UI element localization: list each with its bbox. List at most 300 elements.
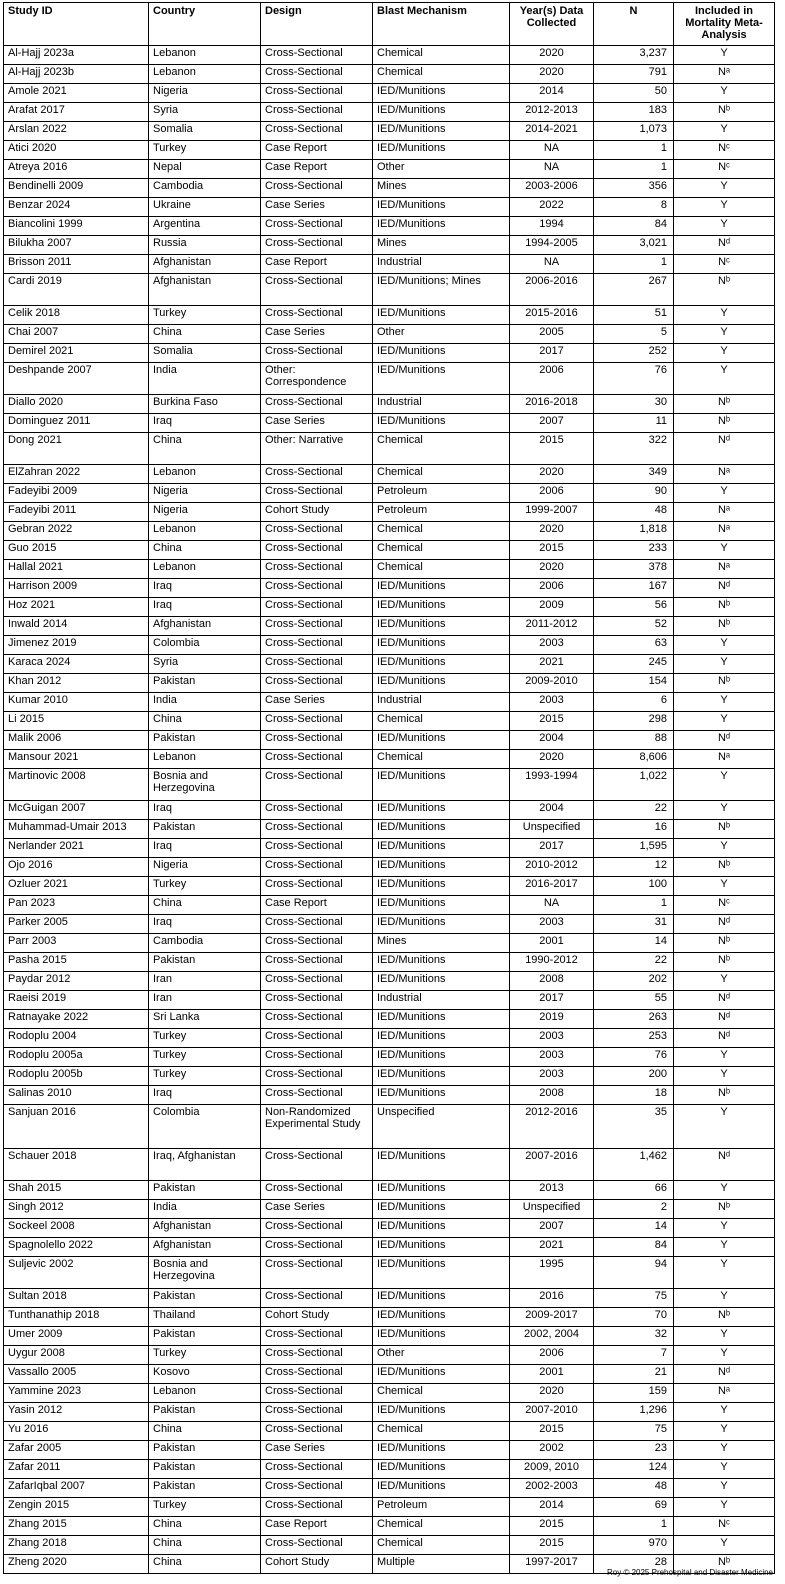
cell-blast-mechanism: IED/Munitions <box>373 598 510 617</box>
cell-blast-mechanism: IED/Munitions <box>373 103 510 122</box>
table-row <box>4 1086 775 1105</box>
cell-n: 233 <box>594 541 674 560</box>
cell-design: Cross-Sectional <box>261 560 373 579</box>
cell-blast-mechanism: IED/Munitions <box>373 1257 510 1289</box>
table-row <box>4 674 775 693</box>
cell-included: Y <box>674 198 775 217</box>
table-row <box>4 839 775 858</box>
cell-country: Afghanistan <box>149 255 261 274</box>
cell-n: 30 <box>594 395 674 414</box>
cell-country: Kosovo <box>149 1365 261 1384</box>
cell-country: Russia <box>149 236 261 255</box>
cell-study-id: Khan 2012 <box>4 674 149 693</box>
cell-design: Cross-Sectional <box>261 877 373 896</box>
cell-study-id: Dong 2021 <box>4 433 149 465</box>
cell-study-id: Cardi 2019 <box>4 274 149 306</box>
cell-blast-mechanism: IED/Munitions <box>373 1327 510 1346</box>
cell-n: 14 <box>594 934 674 953</box>
cell-n: 6 <box>594 693 674 712</box>
table-row <box>4 1327 775 1346</box>
cell-years: 2010-2012 <box>510 858 594 877</box>
cell-study-id: Fadeyibi 2011 <box>4 503 149 522</box>
cell-country: China <box>149 896 261 915</box>
cell-years: 2006-2016 <box>510 274 594 306</box>
cell-years: 2003-2006 <box>510 179 594 198</box>
cell-study-id: Yu 2016 <box>4 1422 149 1441</box>
cell-included: Y <box>674 693 775 712</box>
cell-country: Syria <box>149 655 261 674</box>
cell-included: Y <box>674 306 775 325</box>
cell-study-id: Nerlander 2021 <box>4 839 149 858</box>
cell-blast-mechanism: Chemical <box>373 522 510 541</box>
table-row <box>4 141 775 160</box>
cell-design: Cross-Sectional <box>261 122 373 141</box>
cell-blast-mechanism: Industrial <box>373 991 510 1010</box>
cell-country: Pakistan <box>149 1289 261 1308</box>
cell-years: Unspecified <box>510 820 594 839</box>
cell-blast-mechanism: Chemical <box>373 46 510 65</box>
cell-years: 2007 <box>510 414 594 433</box>
header-years: Year(s) Data Collected <box>510 3 594 46</box>
cell-years: 2021 <box>510 1238 594 1257</box>
table-row <box>4 991 775 1010</box>
cell-blast-mechanism: Chemical <box>373 1536 510 1555</box>
table-row <box>4 820 775 839</box>
cell-years: 2020 <box>510 522 594 541</box>
cell-country: Lebanon <box>149 750 261 769</box>
cell-study-id: Sultan 2018 <box>4 1289 149 1308</box>
cell-study-id: McGuigan 2007 <box>4 801 149 820</box>
cell-n: 22 <box>594 801 674 820</box>
cell-blast-mechanism: Petroleum <box>373 503 510 522</box>
cell-years: 2007-2016 <box>510 1149 594 1181</box>
cell-design: Case Report <box>261 1517 373 1536</box>
cell-country: Colombia <box>149 636 261 655</box>
cell-n: 356 <box>594 179 674 198</box>
cell-blast-mechanism: IED/Munitions <box>373 1048 510 1067</box>
cell-country: Lebanon <box>149 465 261 484</box>
table-row <box>4 1105 775 1149</box>
cell-study-id: Arafat 2017 <box>4 103 149 122</box>
cell-years: 2017 <box>510 991 594 1010</box>
cell-n: 1,462 <box>594 1149 674 1181</box>
cell-country: Somalia <box>149 122 261 141</box>
cell-blast-mechanism: IED/Munitions <box>373 1181 510 1200</box>
cell-country: China <box>149 1517 261 1536</box>
cell-study-id: Al-Hajj 2023b <box>4 65 149 84</box>
table-row <box>4 1219 775 1238</box>
cell-design: Cross-Sectional <box>261 750 373 769</box>
table-row <box>4 1517 775 1536</box>
cell-years: 1994-2005 <box>510 236 594 255</box>
cell-design: Case Series <box>261 693 373 712</box>
cell-n: 100 <box>594 877 674 896</box>
cell-years: 2009 <box>510 598 594 617</box>
cell-study-id: Tunthanathip 2018 <box>4 1308 149 1327</box>
cell-years: 2011-2012 <box>510 617 594 636</box>
cell-design: Cross-Sectional <box>261 1365 373 1384</box>
table-row <box>4 617 775 636</box>
cell-design: Case Series <box>261 414 373 433</box>
cell-n: 791 <box>594 65 674 84</box>
cell-country: Turkey <box>149 1067 261 1086</box>
cell-blast-mechanism: IED/Munitions <box>373 1238 510 1257</box>
cell-n: 167 <box>594 579 674 598</box>
cell-n: 69 <box>594 1498 674 1517</box>
cell-country: Iraq <box>149 915 261 934</box>
cell-study-id: Muhammad-Umair 2013 <box>4 820 149 839</box>
cell-years: 2017 <box>510 344 594 363</box>
table-row <box>4 395 775 414</box>
cell-study-id: Amole 2021 <box>4 84 149 103</box>
cell-included: Nᶜ <box>674 160 775 179</box>
cell-included: Nᵇ <box>674 395 775 414</box>
cell-design: Cohort Study <box>261 503 373 522</box>
cell-included: Nᶜ <box>674 141 775 160</box>
cell-included: Y <box>674 1289 775 1308</box>
cell-country: Turkey <box>149 306 261 325</box>
cell-included: Nᵃ <box>674 560 775 579</box>
cell-years: 2002, 2004 <box>510 1327 594 1346</box>
cell-years: 2006 <box>510 579 594 598</box>
cell-included: Y <box>674 363 775 395</box>
table-row <box>4 636 775 655</box>
cell-study-id: Brisson 2011 <box>4 255 149 274</box>
cell-country: China <box>149 712 261 731</box>
cell-included: Nᵇ <box>674 674 775 693</box>
cell-design: Cross-Sectional <box>261 274 373 306</box>
cell-n: 55 <box>594 991 674 1010</box>
cell-included: Nᵈ <box>674 731 775 750</box>
cell-years: 2014 <box>510 84 594 103</box>
cell-included: Nᶜ <box>674 255 775 274</box>
cell-design: Cross-Sectional <box>261 1403 373 1422</box>
cell-years: 2017 <box>510 839 594 858</box>
header-blast-mechanism: Blast Mechanism <box>373 3 510 46</box>
table-row <box>4 1181 775 1200</box>
cell-design: Case Series <box>261 325 373 344</box>
cell-design: Cross-Sectional <box>261 953 373 972</box>
cell-n: 12 <box>594 858 674 877</box>
table-row <box>4 522 775 541</box>
cell-included: Y <box>674 325 775 344</box>
cell-country: Iraq <box>149 839 261 858</box>
cell-country: Cambodia <box>149 934 261 953</box>
cell-design: Cross-Sectional <box>261 541 373 560</box>
table-row <box>4 484 775 503</box>
cell-blast-mechanism: Unspecified <box>373 1105 510 1149</box>
cell-design: Cohort Study <box>261 1555 373 1574</box>
cell-country: Nigeria <box>149 858 261 877</box>
cell-years: 2003 <box>510 636 594 655</box>
cell-n: 159 <box>594 1384 674 1403</box>
cell-included: Nᵈ <box>674 915 775 934</box>
cell-included: Y <box>674 344 775 363</box>
cell-years: 2015 <box>510 433 594 465</box>
cell-years: 2015 <box>510 1536 594 1555</box>
cell-study-id: Sockeel 2008 <box>4 1219 149 1238</box>
cell-study-id: Singh 2012 <box>4 1200 149 1219</box>
cell-blast-mechanism: IED/Munitions <box>373 1289 510 1308</box>
table-row <box>4 953 775 972</box>
cell-blast-mechanism: Chemical <box>373 1422 510 1441</box>
cell-included: Nᵇ <box>674 934 775 953</box>
table-row <box>4 179 775 198</box>
cell-included: Y <box>674 801 775 820</box>
table-row <box>4 1200 775 1219</box>
cell-country: Pakistan <box>149 953 261 972</box>
cell-years: 2020 <box>510 46 594 65</box>
cell-n: 1 <box>594 160 674 179</box>
cell-study-id: Martinovic 2008 <box>4 769 149 801</box>
cell-included: Y <box>674 1403 775 1422</box>
cell-included: Y <box>674 1422 775 1441</box>
cell-study-id: Ozluer 2021 <box>4 877 149 896</box>
cell-included: Nᵇ <box>674 617 775 636</box>
cell-blast-mechanism: IED/Munitions <box>373 820 510 839</box>
cell-design: Cross-Sectional <box>261 858 373 877</box>
table-body <box>4 46 775 1574</box>
cell-study-id: Al-Hajj 2023a <box>4 46 149 65</box>
cell-design: Cross-Sectional <box>261 236 373 255</box>
table-row <box>4 1257 775 1289</box>
cell-study-id: Raeisi 2019 <box>4 991 149 1010</box>
cell-years: 2015 <box>510 541 594 560</box>
cell-n: 50 <box>594 84 674 103</box>
cell-included: Nᵇ <box>674 1555 775 1574</box>
cell-years: 2015 <box>510 1517 594 1536</box>
cell-study-id: Celik 2018 <box>4 306 149 325</box>
cell-country: Sri Lanka <box>149 1010 261 1029</box>
cell-included: Nᵃ <box>674 1384 775 1403</box>
cell-included: Nᵇ <box>674 1200 775 1219</box>
cell-years: 2003 <box>510 1067 594 1086</box>
table-row <box>4 1498 775 1517</box>
cell-design: Cross-Sectional <box>261 598 373 617</box>
cell-years: NA <box>510 255 594 274</box>
table-row <box>4 769 775 801</box>
cell-study-id: Diallo 2020 <box>4 395 149 414</box>
cell-country: Iraq <box>149 1086 261 1105</box>
cell-country: Pakistan <box>149 1403 261 1422</box>
cell-design: Cross-Sectional <box>261 731 373 750</box>
cell-study-id: Kumar 2010 <box>4 693 149 712</box>
cell-design: Cross-Sectional <box>261 1238 373 1257</box>
cell-country: Bosnia and Herzegovina <box>149 1257 261 1289</box>
cell-years: 2006 <box>510 1346 594 1365</box>
cell-n: 56 <box>594 598 674 617</box>
cell-included: Y <box>674 877 775 896</box>
cell-blast-mechanism: Chemical <box>373 541 510 560</box>
cell-years: 2016-2017 <box>510 877 594 896</box>
cell-design: Cross-Sectional <box>261 674 373 693</box>
cell-included: Nᵃ <box>674 465 775 484</box>
cell-study-id: Dominguez 2011 <box>4 414 149 433</box>
cell-included: Y <box>674 1238 775 1257</box>
table-row <box>4 1308 775 1327</box>
cell-n: 76 <box>594 1048 674 1067</box>
table-row <box>4 1460 775 1479</box>
cell-n: 88 <box>594 731 674 750</box>
cell-study-id: Shah 2015 <box>4 1181 149 1200</box>
cell-blast-mechanism: IED/Munitions <box>373 655 510 674</box>
cell-country: Turkey <box>149 1029 261 1048</box>
cell-country: Ukraine <box>149 198 261 217</box>
cell-study-id: Hallal 2021 <box>4 560 149 579</box>
cell-country: Somalia <box>149 344 261 363</box>
cell-included: Y <box>674 839 775 858</box>
cell-study-id: Malik 2006 <box>4 731 149 750</box>
cell-included: Nᶜ <box>674 896 775 915</box>
cell-study-id: Vassallo 2005 <box>4 1365 149 1384</box>
cell-country: Iraq, Afghanistan <box>149 1149 261 1181</box>
cell-country: China <box>149 541 261 560</box>
cell-country: Lebanon <box>149 560 261 579</box>
cell-design: Cross-Sectional <box>261 1479 373 1498</box>
table-row <box>4 858 775 877</box>
cell-included: Nᵇ <box>674 274 775 306</box>
cell-country: Iraq <box>149 579 261 598</box>
cell-design: Case Series <box>261 1441 373 1460</box>
table-row <box>4 915 775 934</box>
cell-design: Cross-Sectional <box>261 1181 373 1200</box>
cell-study-id: Demirel 2021 <box>4 344 149 363</box>
cell-n: 1,296 <box>594 1403 674 1422</box>
cell-n: 84 <box>594 217 674 236</box>
cell-years: 2016 <box>510 1289 594 1308</box>
cell-study-id: Deshpande 2007 <box>4 363 149 395</box>
header-country: Country <box>149 3 261 46</box>
table-row <box>4 1422 775 1441</box>
cell-country: Nigeria <box>149 503 261 522</box>
cell-n: 267 <box>594 274 674 306</box>
cell-country: Pakistan <box>149 1181 261 1200</box>
cell-included: Nᵃ <box>674 522 775 541</box>
cell-n: 298 <box>594 712 674 731</box>
cell-n: 154 <box>594 674 674 693</box>
cell-study-id: Zhang 2015 <box>4 1517 149 1536</box>
cell-design: Cross-Sectional <box>261 655 373 674</box>
cell-n: 18 <box>594 1086 674 1105</box>
table-row <box>4 1048 775 1067</box>
cell-included: Y <box>674 46 775 65</box>
cell-n: 349 <box>594 465 674 484</box>
table-row <box>4 1365 775 1384</box>
cell-country: Turkey <box>149 141 261 160</box>
cell-design: Cross-Sectional <box>261 522 373 541</box>
cell-years: 2012-2013 <box>510 103 594 122</box>
cell-included: Nᶜ <box>674 1517 775 1536</box>
cell-design: Cohort Study <box>261 1308 373 1327</box>
cell-blast-mechanism: IED/Munitions <box>373 1365 510 1384</box>
cell-blast-mechanism: IED/Munitions <box>373 1010 510 1029</box>
table-row <box>4 972 775 991</box>
cell-n: 202 <box>594 972 674 991</box>
cell-years: 2004 <box>510 731 594 750</box>
cell-included: Y <box>674 1498 775 1517</box>
cell-included: Nᵇ <box>674 820 775 839</box>
table-row <box>4 344 775 363</box>
cell-study-id: Atreya 2016 <box>4 160 149 179</box>
cell-included: Y <box>674 1536 775 1555</box>
cell-design: Other: Correspondence <box>261 363 373 395</box>
cell-years: 2020 <box>510 750 594 769</box>
cell-blast-mechanism: Petroleum <box>373 484 510 503</box>
cell-n: 322 <box>594 433 674 465</box>
cell-included: Nᵈ <box>674 236 775 255</box>
cell-years: 2003 <box>510 1029 594 1048</box>
cell-n: 94 <box>594 1257 674 1289</box>
cell-study-id: Biancolini 1999 <box>4 217 149 236</box>
cell-study-id: Umer 2009 <box>4 1327 149 1346</box>
cell-years: 2012-2016 <box>510 1105 594 1149</box>
cell-years: 2004 <box>510 801 594 820</box>
cell-included: Y <box>674 972 775 991</box>
cell-study-id: Zengin 2015 <box>4 1498 149 1517</box>
cell-blast-mechanism: Multiple <box>373 1555 510 1574</box>
cell-years: 2008 <box>510 972 594 991</box>
cell-country: China <box>149 1422 261 1441</box>
cell-n: 183 <box>594 103 674 122</box>
table-row <box>4 198 775 217</box>
cell-n: 2 <box>594 1200 674 1219</box>
cell-blast-mechanism: IED/Munitions <box>373 141 510 160</box>
cell-study-id: Salinas 2010 <box>4 1086 149 1105</box>
cell-included: Nᵃ <box>674 503 775 522</box>
cell-blast-mechanism: Mines <box>373 179 510 198</box>
cell-n: 23 <box>594 1441 674 1460</box>
cell-years: 1997-2017 <box>510 1555 594 1574</box>
cell-n: 124 <box>594 1460 674 1479</box>
cell-blast-mechanism: IED/Munitions <box>373 1219 510 1238</box>
cell-n: 35 <box>594 1105 674 1149</box>
cell-blast-mechanism: Industrial <box>373 395 510 414</box>
cell-n: 70 <box>594 1308 674 1327</box>
cell-design: Cross-Sectional <box>261 769 373 801</box>
cell-blast-mechanism: Chemical <box>373 433 510 465</box>
cell-country: Pakistan <box>149 820 261 839</box>
cell-years: NA <box>510 896 594 915</box>
cell-blast-mechanism: IED/Munitions <box>373 1200 510 1219</box>
header-n: N <box>594 3 674 46</box>
cell-years: 2014 <box>510 1498 594 1517</box>
cell-n: 252 <box>594 344 674 363</box>
cell-n: 1 <box>594 1517 674 1536</box>
cell-n: 5 <box>594 325 674 344</box>
cell-study-id: Zafar 2005 <box>4 1441 149 1460</box>
cell-years: 2015 <box>510 1422 594 1441</box>
cell-country: Pakistan <box>149 1327 261 1346</box>
cell-years: 2008 <box>510 1086 594 1105</box>
cell-included: Nᵇ <box>674 1086 775 1105</box>
cell-n: 253 <box>594 1029 674 1048</box>
cell-study-id: Rodoplu 2004 <box>4 1029 149 1048</box>
cell-included: Y <box>674 769 775 801</box>
cell-country: Turkey <box>149 1346 261 1365</box>
cell-blast-mechanism: Chemical <box>373 65 510 84</box>
cell-study-id: Li 2015 <box>4 712 149 731</box>
cell-included: Nᵇ <box>674 414 775 433</box>
cell-blast-mechanism: IED/Munitions <box>373 579 510 598</box>
cell-n: 75 <box>594 1422 674 1441</box>
header-row <box>4 3 775 46</box>
cell-blast-mechanism: Other <box>373 1346 510 1365</box>
cell-design: Cross-Sectional <box>261 1498 373 1517</box>
cell-included: Nᵃ <box>674 750 775 769</box>
cell-country: Iran <box>149 972 261 991</box>
cell-design: Cross-Sectional <box>261 1067 373 1086</box>
cell-included: Y <box>674 84 775 103</box>
